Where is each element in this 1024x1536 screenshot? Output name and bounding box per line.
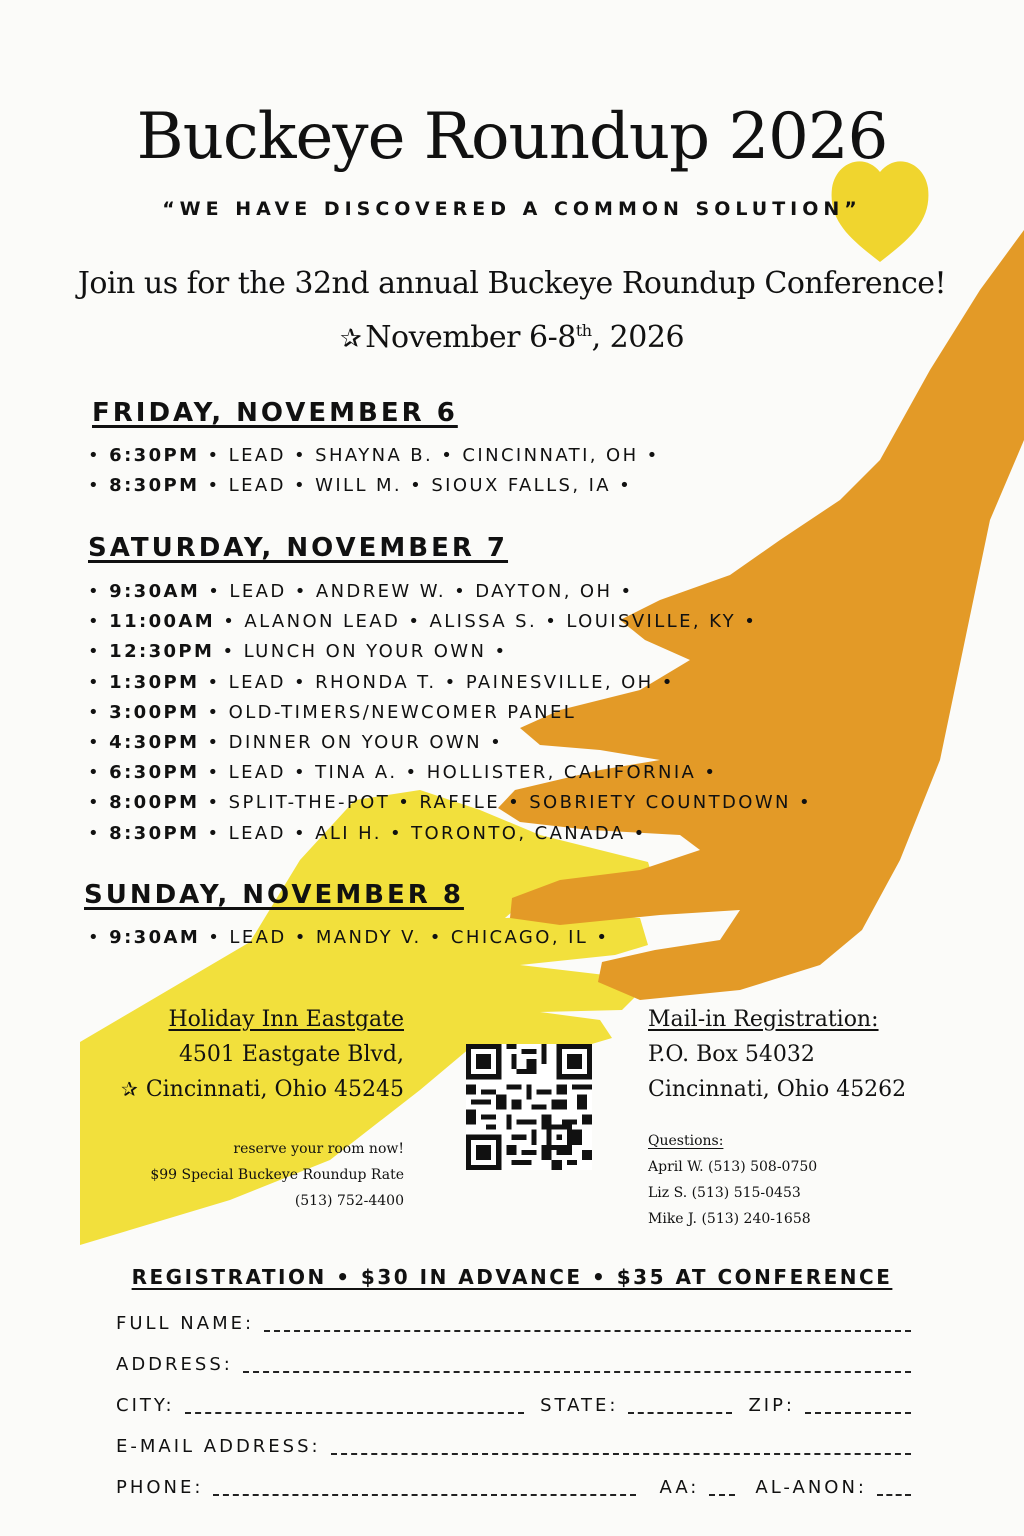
schedule-item: • 8:00PM • SPLIT-THE-POT • RAFFLE • SOBRIETY COUNTDOWN • — [88, 792, 813, 814]
schedule-item: • 4:30PM • DINNER ON YOUR OWN • — [88, 732, 504, 754]
schedule-item: • 9:30AM • LEAD • ANDREW W. • DAYTON, OH • — [88, 581, 634, 602]
schedule-item: • 8:30PM • LEAD • WILL M. • SIOUX FALLS, IA • — [88, 475, 633, 497]
address-field[interactable] — [243, 1357, 911, 1373]
email-row — [116, 1436, 911, 1457]
schedule-item: • 11:00AM • ALANON LEAD • ALISSA S. • LOUISVILLE, KY • — [88, 611, 758, 633]
full-name-field[interactable] — [264, 1316, 911, 1332]
questions-info — [648, 1128, 817, 1232]
address-row — [116, 1354, 911, 1375]
mail-city: Cincinnati, Ohio 45262 — [648, 1077, 907, 1102]
sunday-heading: SUNDAY, NOVEMBER 8 — [84, 880, 464, 910]
city-field[interactable] — [185, 1398, 525, 1414]
saturday-schedule — [88, 577, 812, 849]
phone-label: PHONE: — [116, 1477, 204, 1498]
zip-field[interactable] — [805, 1398, 911, 1414]
sparkle-star-icon: ✰ — [121, 1077, 138, 1101]
contact-item: Mike J. (513) 240-1658 — [648, 1211, 811, 1227]
schedule-item: • 3:00PM • OLD-TIMERS/NEWCOMER PANEL — [88, 701, 577, 723]
hotel-phone: (513) 752-4400 — [294, 1193, 404, 1209]
room-rate: $99 Special Buckeye Roundup Rate — [150, 1167, 404, 1183]
event-date: ✰ November 6-8th, 2026 — [339, 320, 685, 355]
sparkle-star-icon: ✰ — [339, 324, 362, 354]
saturday-heading: SATURDAY, NOVEMBER 7 — [88, 533, 509, 563]
contact-item: Liz S. (513) 515-0453 — [648, 1185, 801, 1201]
email-label: E-MAIL ADDRESS: — [116, 1436, 321, 1457]
email-field[interactable] — [331, 1439, 911, 1455]
alanon-field[interactable] — [877, 1480, 911, 1496]
questions-label: Questions: — [648, 1133, 724, 1149]
schedule-item: • 6:30PM • LEAD • SHAYNA B. • CINCINNATI, OH • — [88, 445, 660, 466]
reserve-note: reserve your room now! — [233, 1141, 404, 1157]
po-box: P.O. Box 54032 — [648, 1042, 815, 1067]
zip-label: ZIP: — [748, 1395, 795, 1416]
schedule-item: • 1:30PM • LEAD • RHONDA T. • PAINESVILLE, OH • — [88, 671, 675, 693]
invitation-text: Join us for the 32nd annual Buckeye Roundup Conference! — [77, 266, 947, 301]
contact-item: April W. (513) 508-0750 — [648, 1159, 818, 1175]
schedule-item: • 12:30PM • LUNCH ON YOUR OWN • — [88, 641, 508, 663]
mail-heading: Mail-in Registration: — [648, 1007, 879, 1032]
schedule-item: • 6:30PM • LEAD • TINA A. • HOLLISTER, CALIFORNIA • — [88, 762, 718, 784]
reservation-info — [150, 1136, 404, 1214]
hotel-info — [121, 1002, 404, 1107]
registration-heading: REGISTRATION • $30 IN ADVANCE • $35 AT CONFERENCE — [131, 1265, 893, 1289]
page-title: Buckeye Roundup 2026 — [136, 100, 888, 174]
state-label: STATE: — [540, 1395, 619, 1416]
city-label: CITY: — [116, 1395, 175, 1416]
phone-field[interactable] — [213, 1480, 635, 1496]
friday-schedule — [88, 441, 660, 501]
state-field[interactable] — [628, 1398, 732, 1414]
hotel-name: Holiday Inn Eastgate — [168, 1007, 404, 1032]
alanon-label: AL-ANON: — [755, 1477, 867, 1498]
aa-label: AA: — [659, 1477, 700, 1498]
friday-heading: FRIDAY, NOVEMBER 6 — [92, 398, 458, 428]
sunday-schedule — [88, 923, 609, 953]
full-name-row — [116, 1313, 911, 1334]
schedule-item: • 8:30PM • LEAD • ALI H. • TORONTO, CANADA • — [88, 822, 647, 844]
hotel-city-line: ✰ Cincinnati, Ohio 45245 — [121, 1077, 404, 1102]
aa-field[interactable] — [709, 1480, 735, 1496]
address-label: ADDRESS: — [116, 1354, 233, 1375]
city-state-zip-row — [116, 1395, 911, 1416]
hotel-street: 4501 Eastgate Blvd, — [178, 1042, 404, 1067]
tagline: “WE HAVE DISCOVERED A COMMON SOLUTION” — [162, 198, 862, 220]
qr-code-icon[interactable] — [466, 1042, 592, 1172]
phone-row — [116, 1477, 911, 1498]
full-name-label: FULL NAME: — [116, 1313, 255, 1334]
mail-in-info — [648, 1002, 906, 1107]
schedule-item: • 9:30AM • LEAD • MANDY V. • CHICAGO, IL • — [88, 927, 610, 948]
